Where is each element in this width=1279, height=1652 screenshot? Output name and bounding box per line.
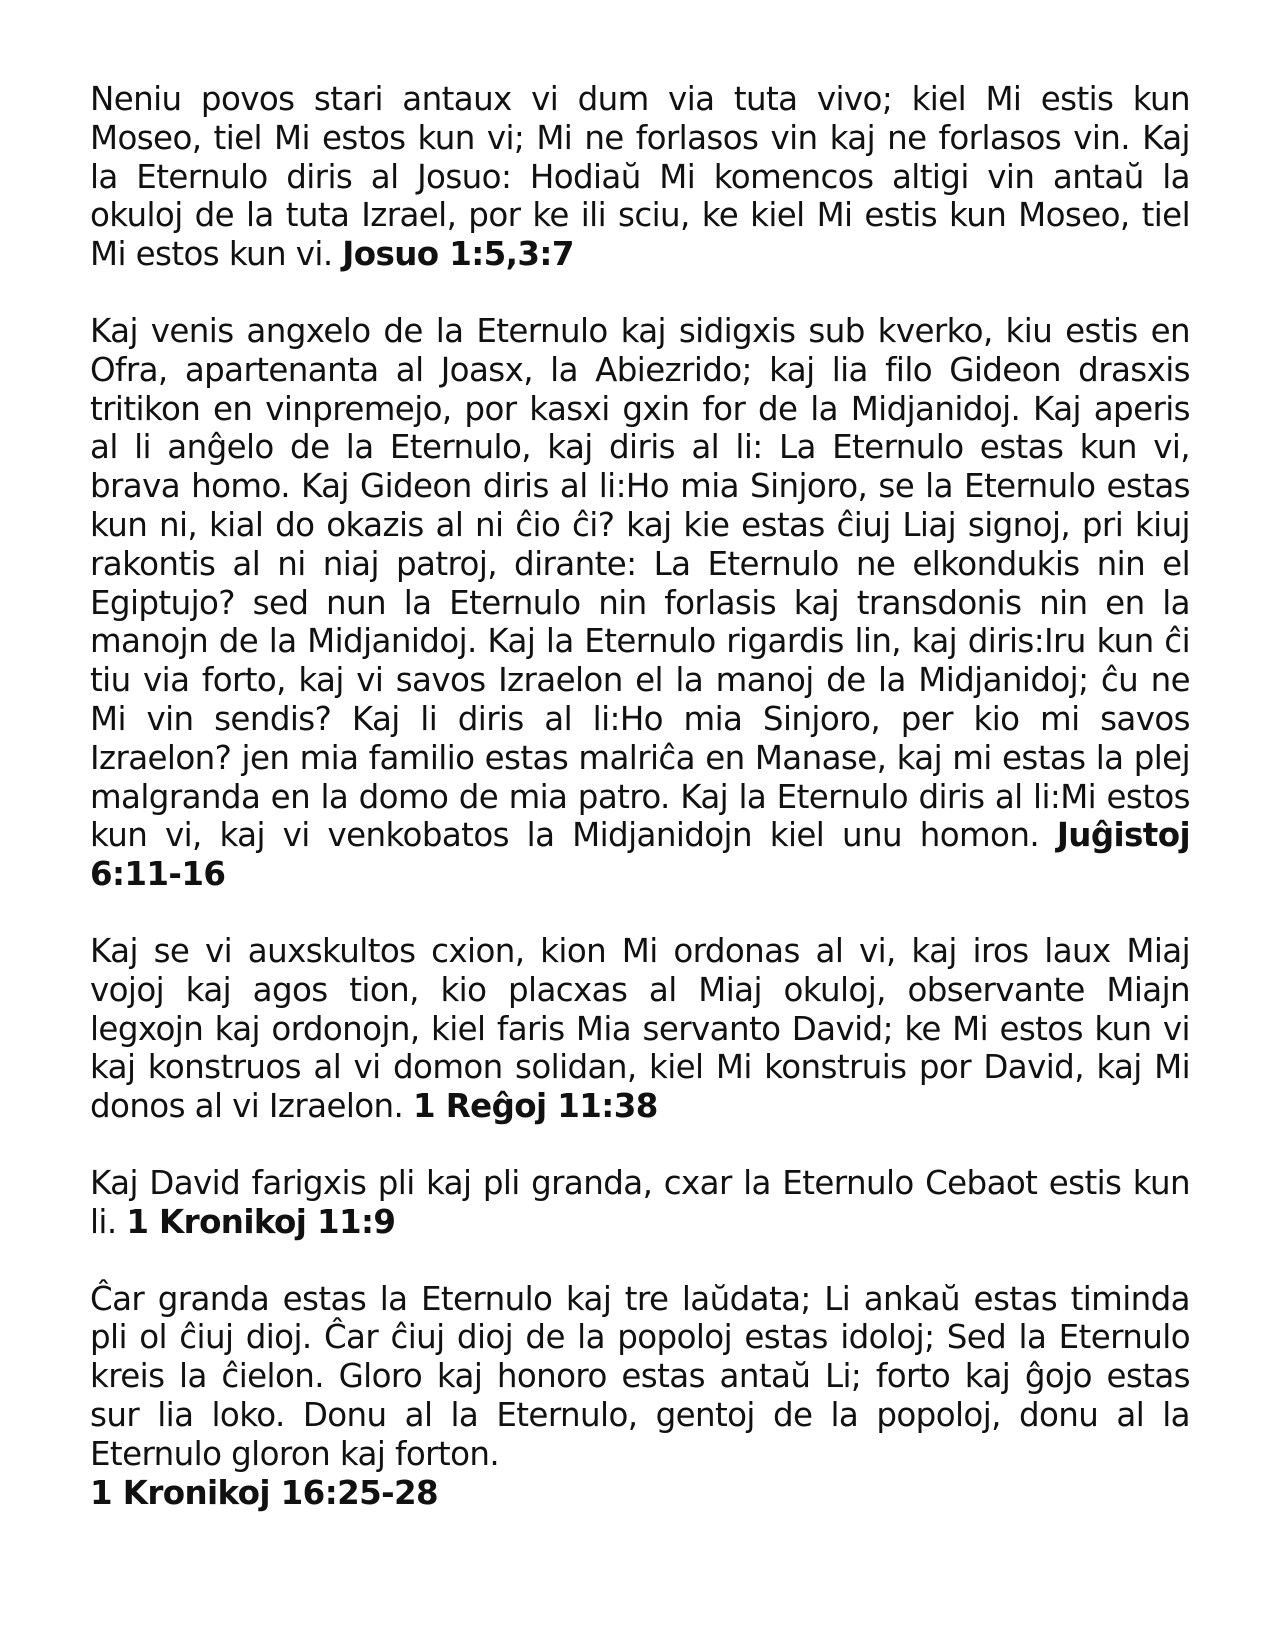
scripture-reference: Juĝistoj 6:11-16 — [90, 816, 1190, 894]
scripture-reference: Josuo 1:5,3:7 — [342, 235, 574, 274]
scripture-reference: 1 Kronikoj 11:9 — [126, 1202, 396, 1241]
document-page — [90, 80, 1190, 1550]
passage-5 — [90, 1280, 1190, 1513]
passage-1 — [90, 80, 1190, 274]
passage-text: Kaj David farigxis pli kaj pli granda, cxar la Eternulo Cebaot estis kun li. — [90, 1163, 1190, 1241]
passage-text: Kaj venis angxelo de la Eternulo kaj sidigxis sub kverko, kiu estis en Ofra, apartenanta al Joasx, la Abiezrido; kaj lia filo Gideon drasxis tritikon en vinpremejo, por kasxi gxin for de la Midjanidoj. Kaj aperis al li anĝelo de la Eternulo, kaj diris al li: La Eternulo estas kun vi, brava homo. Kaj Gideon diris al li:Ho mia Sinjoro, se la Eternulo estas kun ni, kial do okazis al ni ĉio ĉi? kaj kie estas ĉiuj Liaj signoj, pri kiuj rakontis al ni niaj patroj, dirante: La Eternulo ne elkondukis nin el Egiptujo? sed nun la Eternulo nin forlasis kaj transdonis nin en la manojn de la Midjanidoj. Kaj la Eternulo rigardis lin, kaj diris:Iru kun ĉi tiu via forto, kaj vi savos Izraelon el la manoj de la Midjanidoj; ĉu ne Mi vin sendis? Kaj li diris al li:Ho mia Sinjoro, per kio mi savos Izraelon? jen mia familio estas malriĉa en Manase, kaj mi estas la plej malgranda en la domo de mia patro. Kaj la Eternulo diris al li:Mi estos kun vi, kaj vi venkobatos la Midjanidojn kiel unu homon. — [90, 311, 1190, 855]
passage-4 — [90, 1164, 1190, 1242]
scripture-reference: 1 Reĝoj 11:38 — [413, 1087, 658, 1126]
scripture-reference: 1 Kronikoj 16:25-28 — [90, 1473, 439, 1512]
passage-text: Ĉar granda estas la Eternulo kaj tre laŭdata; Li ankaŭ estas timinda pli ol ĉiuj dioj. Ĉar ĉiuj dioj de la popoloj estas idoloj; Sed la Eternulo kreis la ĉielon. Gloro kaj honoro estas antaŭ Li; forto kaj ĝojo estas sur lia loko. Donu al la Eternulo, gentoj de la popoloj, donu al la Eternulo gloron kaj forton. — [90, 1279, 1190, 1473]
passage-text: Neniu povos stari antaux vi dum via tuta vivo; kiel Mi estis kun Moseo, tiel Mi estos kun vi; Mi ne forlasos vin kaj ne forlasos vin. Kaj la Eternulo diris al Josuo: Hodiaŭ Mi komencos altigi vin antaŭ la okuloj de la tuta Izrael, por ke ili sciu, ke kiel Mi estis kun Moseo, tiel Mi estos kun vi. — [90, 80, 1190, 274]
passage-3 — [90, 932, 1190, 1126]
passage-text: Kaj se vi auxskultos cxion, kion Mi ordonas al vi, kaj iros laux Miaj vojoj kaj agos tion, kio placxas al Miaj okuloj, observante Miajn legxojn kaj ordonojn, kiel faris Mia servanto David; ke Mi estos kun vi kaj konstruos al vi domon solidan, kiel Mi konstruis por David, kaj Mi donos al vi Izraelon. — [90, 931, 1190, 1126]
passage-2 — [90, 312, 1190, 894]
